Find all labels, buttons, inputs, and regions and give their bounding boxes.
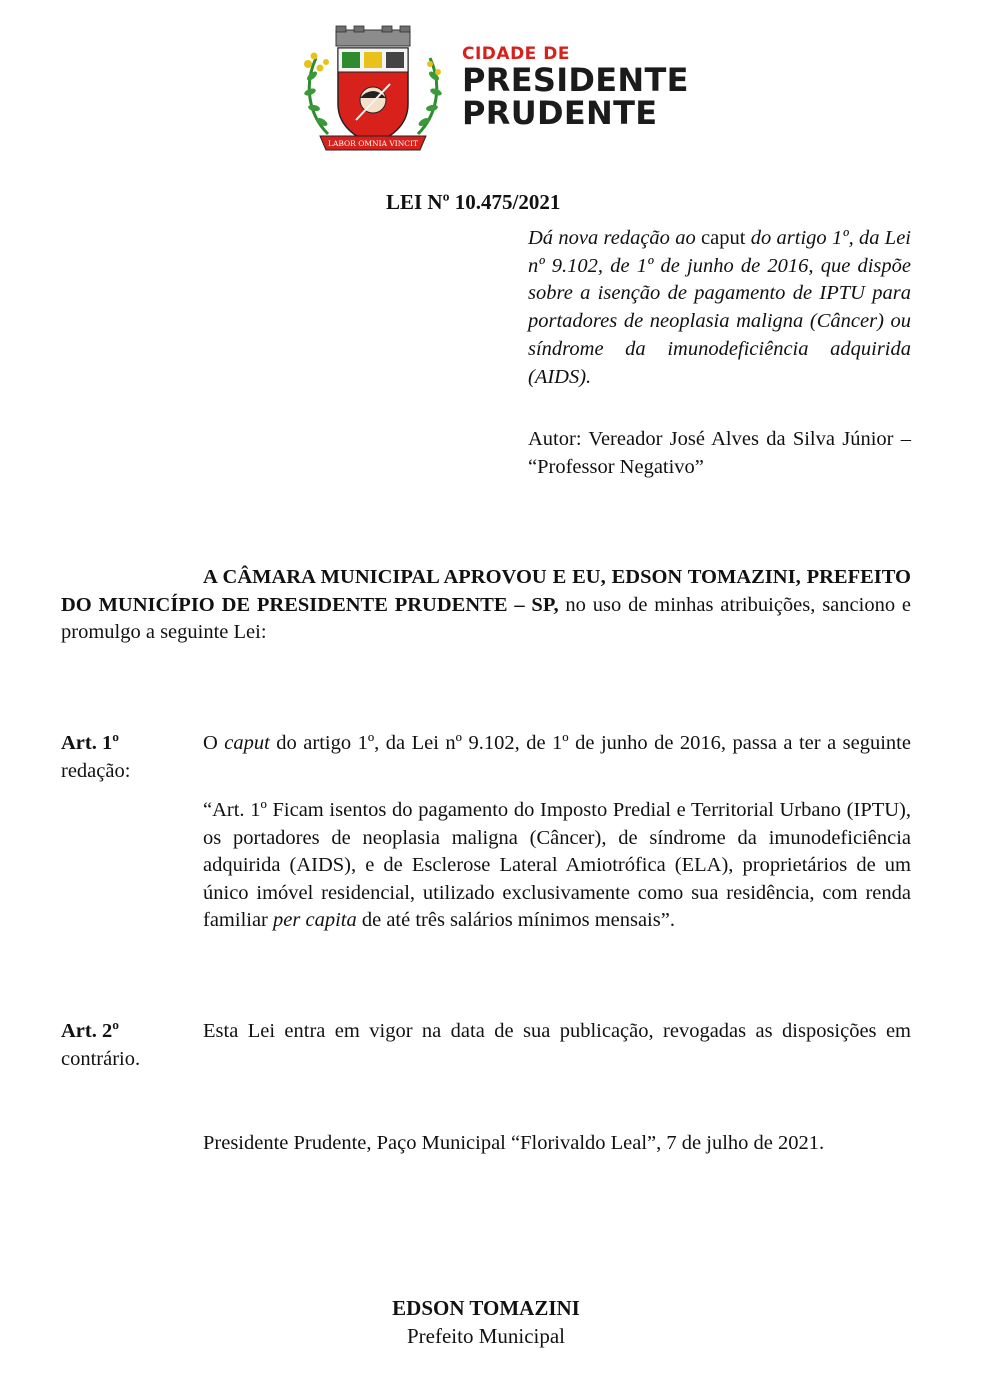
city-prefix: CIDADE DE [462, 44, 570, 64]
article-2 [61, 1018, 911, 1073]
article-1 [61, 730, 911, 785]
city-crest-logo [298, 24, 448, 158]
law-author: Autor: Vereador José Alves da Silva Júnior – “Professor Negativo” [528, 428, 911, 478]
article-2-label: Art. 2º [61, 1020, 119, 1042]
article-1-quote [203, 797, 911, 935]
signatory-role: Prefeito Municipal [406, 1324, 566, 1348]
summary-caput: caput [701, 227, 746, 249]
article-1-text-a: O [203, 732, 225, 754]
crest-motto: LABOR OMNIA VINCIT [327, 139, 419, 148]
quote-italic: per capita [273, 909, 357, 931]
summary-part1: Dá nova redação ao [528, 227, 702, 249]
article-1-caput: caput [224, 732, 270, 754]
law-summary [528, 225, 911, 391]
city-brand [462, 44, 689, 130]
article-2-text: Esta Lei entra em vigor na data de sua publicação, revogadas as disposições em contrário. [61, 1020, 911, 1070]
signatory-name: EDSON TOMAZINI [392, 1296, 580, 1320]
article-1-text-b: do artigo 1º, da Lei nº 9.102, de 1º de junho de 2016, passa a ter a seguinte redação: [61, 732, 911, 782]
city-name-line2: PRUDENTE [462, 94, 658, 132]
preamble-rest: no uso de minhas atribuições, sanciono e promulgo a seguinte Lei: [61, 593, 912, 643]
preamble [61, 564, 911, 647]
summary-part2: do artigo 1º, da Lei nº 9.102, de 1º de junho de 2016, que dispõe sobre a isenção de pagamento de IPTU para portadores de neoplasia maligna (Câncer) ou síndrome da imunodeficiência adquirida (AIDS). [528, 227, 911, 388]
quote-text-a: “Art. 1º Ficam isentos do pagamento do Imposto Predial e Territorial Urbano (IPTU), os portadores de neoplasia maligna (Câncer), de síndrome da imunodeficiência adquirida (AIDS), e de Esclerose Lateral Amiotrófica (ELA), proprietários de um único imóvel residencial, utilizado exclusivamente como sua residência, com renda familiar [203, 799, 911, 931]
city-name-line1: PRESIDENTE [462, 61, 689, 99]
closing-place-date: Presidente Prudente, Paço Municipal “Florivaldo Leal”, 7 de julho de 2021. [203, 1132, 825, 1154]
preamble-bold: A CÂMARA MUNICIPAL APROVOU E EU, EDSON TOMAZINI, PREFEITO DO MUNICÍPIO DE PRESIDENTE PRUDENTE – SP, [61, 566, 911, 616]
quote-text-b: de até três salários mínimos mensais”. [356, 909, 675, 931]
law-title: LEI Nº 10.475/2021 [386, 190, 561, 214]
article-1-label: Art. 1º [61, 732, 119, 754]
